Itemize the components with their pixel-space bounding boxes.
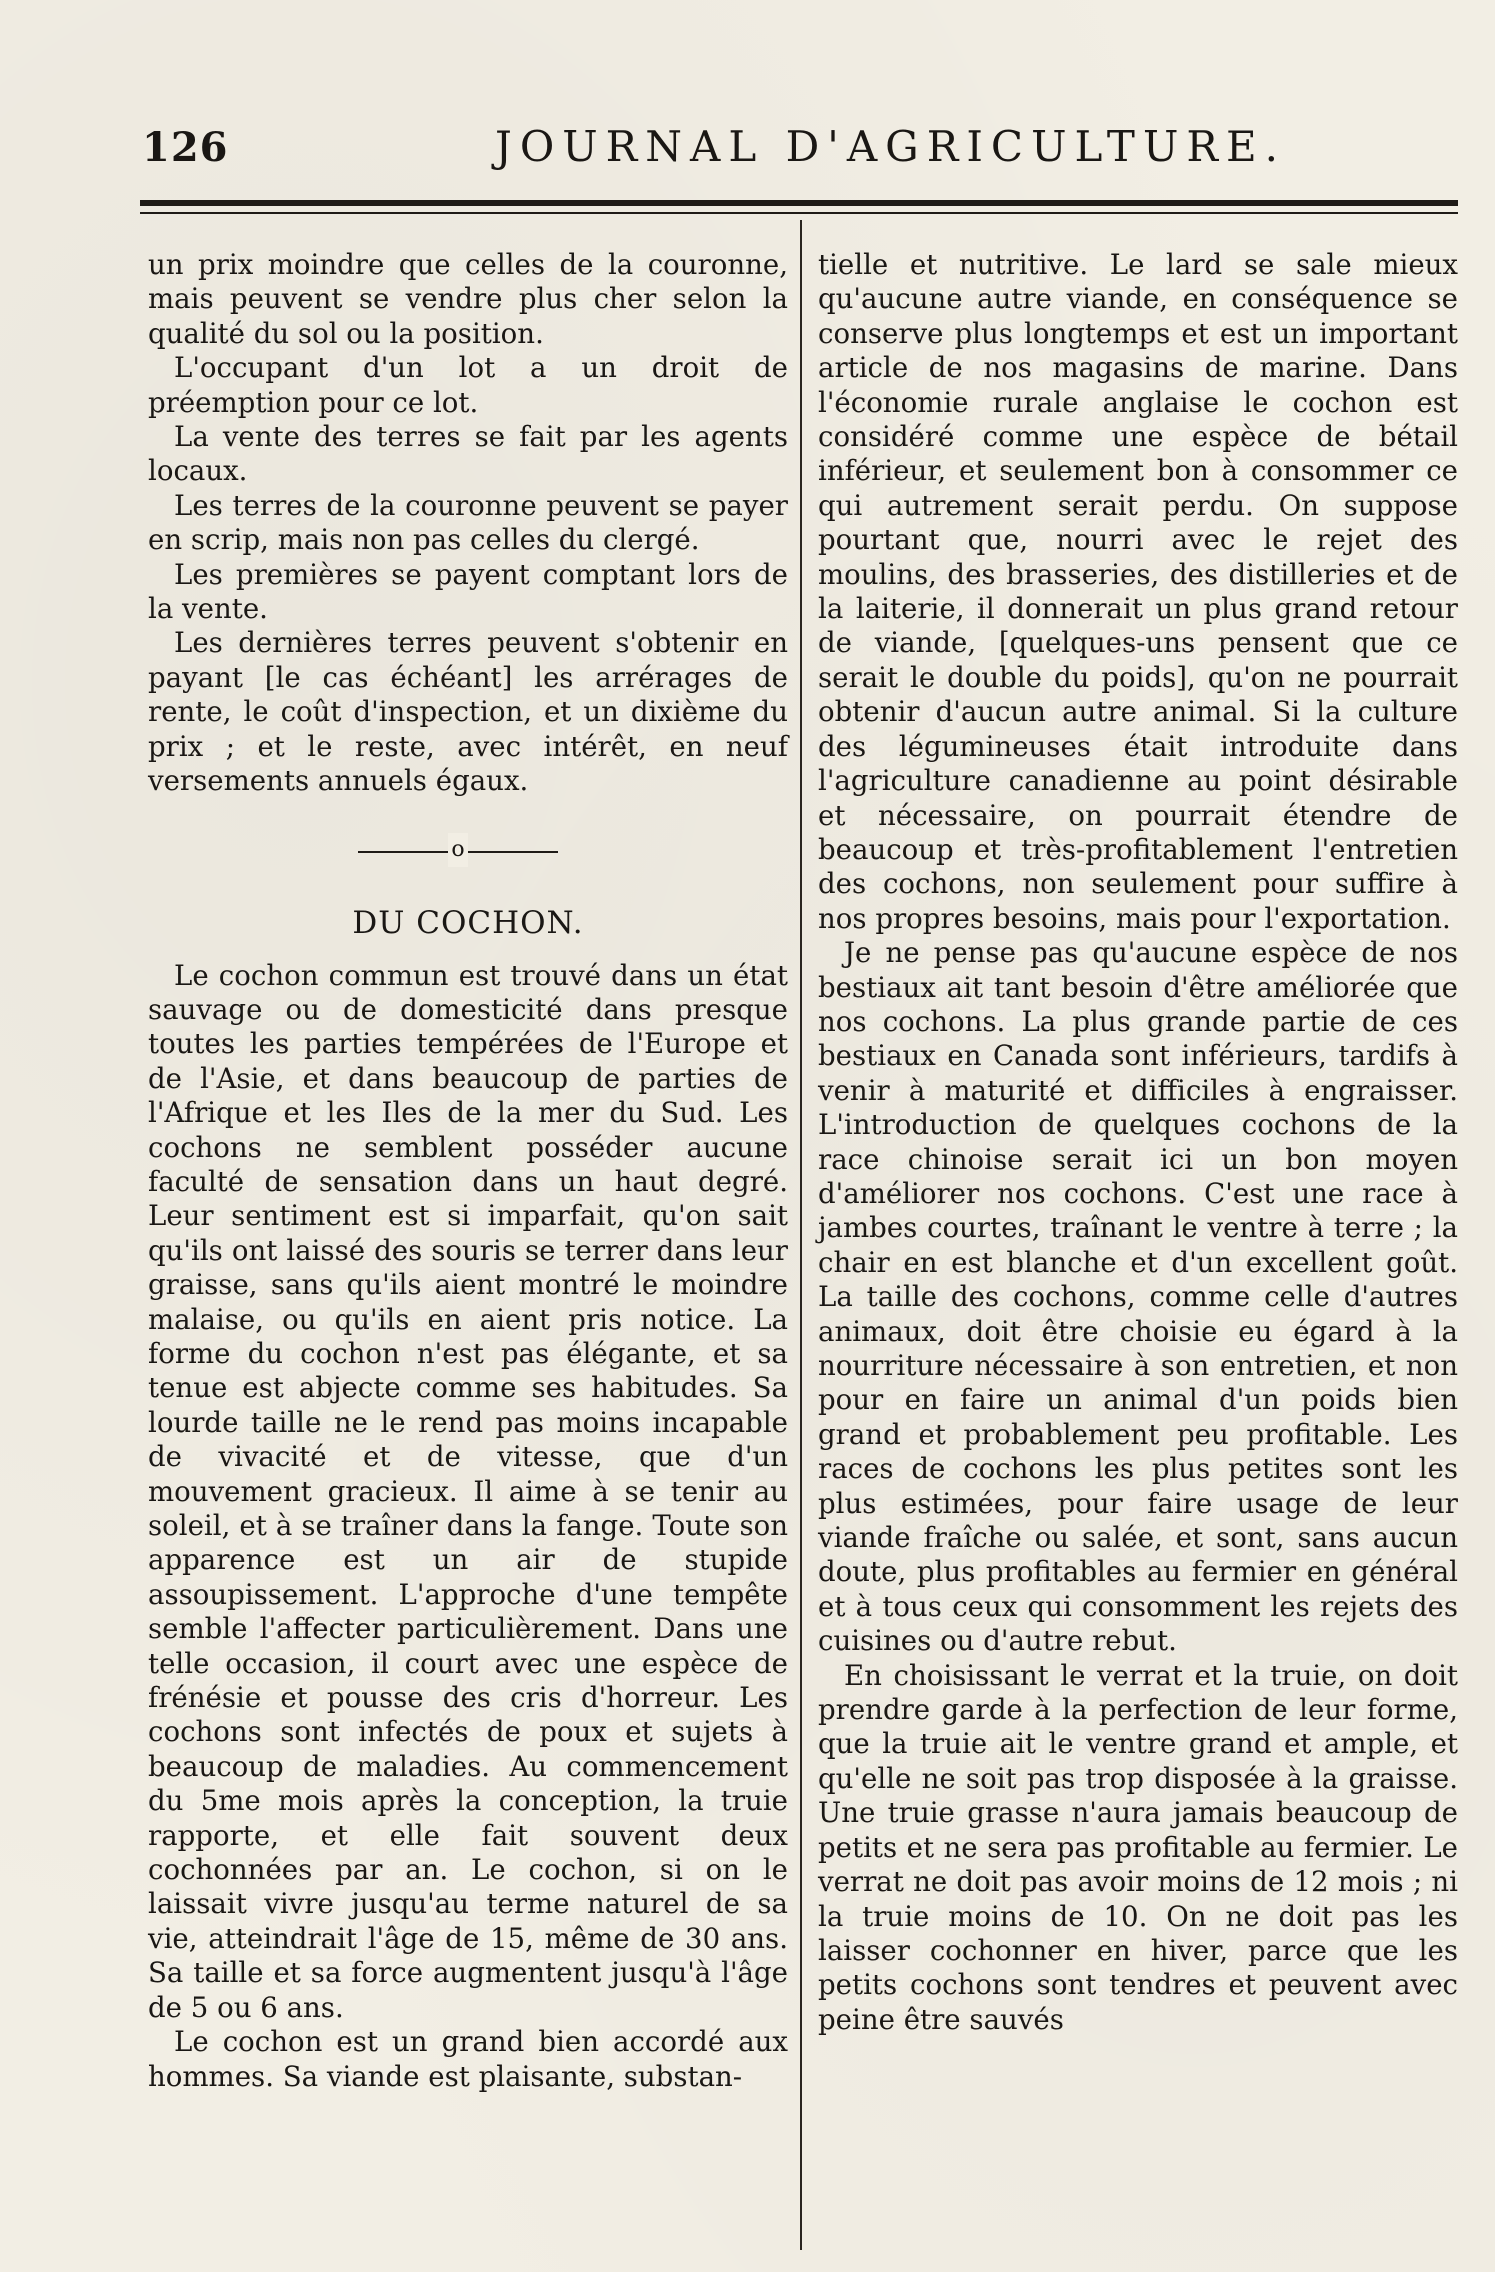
- right-column: [818, 248, 1458, 2037]
- column-divider: [800, 220, 802, 2250]
- header-rule-thick: [140, 200, 1458, 206]
- paragraph: tielle et nutritive. Le lard se sale mieux qu'aucune autre viande, en conséquence se conserve plus longtemps et est un important article de nos magasins de marine. Dans l'économie rurale anglaise le cochon est considéré comme une espèce de bétail inférieur, et seulement bon à consommer ce qui autrement serait perdu. On suppose pourtant que, nourri avec le rejet des moulins, des brasseries, des distilleries et de la laiterie, il donnerait un plus grand retour de viande, [quelques-uns pensent que ce serait le double du poids], qu'on ne pourrait obtenir d'aucun autre animal. Si la culture des légumineuses était introduite dans l'agriculture canadienne au point désirable et nécessaire, on pourrait étendre de beaucoup et très-profitablement l'entretien des cochons, non seulement pour suffire à nos propres besoins, mais pour l'exportation.: [818, 248, 1458, 935]
- header-rule-thin: [140, 212, 1458, 214]
- paragraph: Je ne pense pas qu'aucune espèce de nos bestiaux ait tant besoin d'être améliorée que nos cochons. La plus grande partie de ces bestiaux en Canada sont inférieurs, tardifs à venir à maturité et difficiles à engraisser. L'introduction de quelques cochons de la race chinoise serait ici un bon moyen d'améliorer nos cochons. C'est une race à jambes courtes, traînant le ventre à terre ; la chair en est blanche et d'un excellent goût. La taille des cochons, comme celle d'autres animaux, doit être choisie eu égard à la nourriture nécessaire à son entretien, et non pour en faire un animal d'un poids bien grand et probablement peu profitable. Les races de cochons les plus petites sont les plus estimées, pour faire usage de leur viande fraîche ou salée, et sont, sans aucun doute, plus profitables au fermier en général et à tous ceux qui consomment les rejets des cuisines ou d'autre rebut.: [818, 936, 1458, 1658]
- running-head-title: JOURNAL D'AGRICULTURE.: [495, 122, 1286, 171]
- section-separator: [148, 799, 788, 893]
- section-title: DU COCHON.: [352, 904, 584, 941]
- left-column: [148, 248, 788, 2094]
- paragraph: Les terres de la couronne peuvent se payer en scrip, mais non pas celles du clergé.: [148, 488, 788, 557]
- paragraph: un prix moindre que celles de la couronne, mais peuvent se vendre plus cher selon la qualité du sol ou la position.: [148, 248, 788, 350]
- paragraph: Les dernières terres peuvent s'obtenir en payant [le cas échéant] les arrérages de rente, le coût d'inspection, et un dixième du prix ; et le reste, avec intérêt, en neuf versements annuels égaux.: [148, 626, 788, 798]
- separator-mark: o: [448, 833, 468, 867]
- paragraph: Les premières se payent comptant lors de la vente.: [148, 557, 788, 626]
- paragraph: L'occupant d'un lot a un droit de préemption pour ce lot.: [148, 351, 788, 419]
- paragraph: En choisissant le verrat et la truie, on doit prendre garde à la perfection de leur forme, que la truie ait le ventre grand et ample, et qu'elle ne soit pas trop disposée à la graisse. Une truie grasse n'aura jamais beaucoup de petits et ne sera pas profitable au fermier. Le verrat ne doit pas avoir moins de 12 mois ; ni la truie moins de 10. On ne doit pas les laisser cochonner en hiver, parce que les petits cochons sont tendres et peuvent avec peine être sauvés: [818, 1658, 1458, 2036]
- page-header: [140, 118, 1460, 178]
- paragraph: Le cochon est un grand bien accordé aux hommes. Sa viande est plaisante, substan-: [148, 2025, 788, 2093]
- page-number: 126: [142, 124, 229, 171]
- paragraph: La vente des terres se fait par les agents locaux.: [148, 420, 788, 488]
- paragraph: Le cochon commun est trouvé dans un état sauvage ou de domesticité dans presque toutes les parties tempérées de l'Europe et de l'Asie, et dans beaucoup de parties de l'Afrique et les Iles de la mer du Sud. Les cochons ne semblent posséder aucune faculté de sensation dans un haut degré. Leur sentiment est si imparfait, qu'on sait qu'ils ont laissé des souris se terrer dans leur graisse, sans qu'ils aient montré le moindre malaise, ou qu'ils en aient pris notice. La forme du cochon n'est pas élégante, et sa tenue est abjecte comme ses habitudes. Sa lourde taille ne le rend pas moins incapable de vivacité et de vitesse, que d'un mouvement gracieux. Il aime à se tenir au soleil, et à se traîner dans la fange. Toute son apparence est un air de stupide assoupissement. L'approche d'une tempête semble l'affecter particulièrement. Dans une telle occasion, il court avec une espèce de frénésie et pousse des cris d'horreur. Les cochons sont infectés de poux et sujets à beaucoup de maladies. Au commencement du 5me mois après la conception, la truie rapporte, et elle fait souvent deux cochonnées par an. Le cochon, si on le laissait vivre jusqu'au terme naturel de sa vie, atteindrait l'âge de 15, même de 30 ans. Sa taille et sa force augmentent jusqu'à l'âge de 5 ou 6 ans.: [148, 958, 788, 2024]
